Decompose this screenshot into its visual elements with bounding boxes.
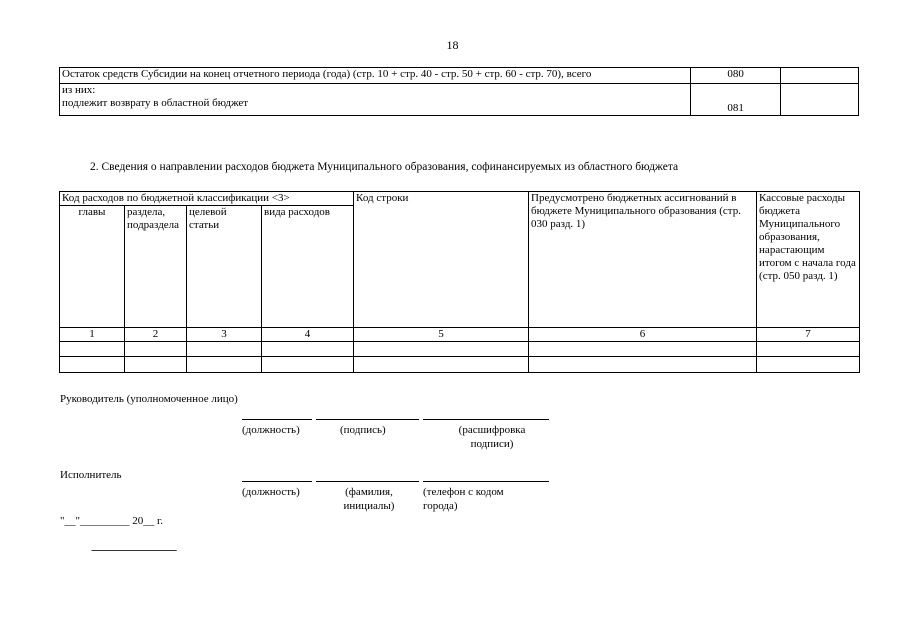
caption-name: (фамилия, инициалы) <box>343 486 395 512</box>
position-line[interactable] <box>242 481 312 482</box>
decoding-line[interactable] <box>423 419 549 420</box>
row-label <box>60 84 691 116</box>
caption-position: (должность) <box>242 424 300 436</box>
caption-position: (должность) <box>242 486 300 498</box>
row-label-main: подлежит возврату в областной бюджет <box>62 97 249 109</box>
table-cell[interactable] <box>60 342 125 357</box>
table-cell[interactable] <box>354 357 529 373</box>
caption-signature: (подпись) <box>340 424 386 436</box>
date-line: "__"_________ 20__ г. <box>60 515 164 527</box>
table-cell[interactable] <box>757 342 860 357</box>
table-cell[interactable] <box>262 342 354 357</box>
header-cash: Кассовые расходы бюджета Муниципального образования, нарастающим итогом с начала года (стр. 050 разд. 1) <box>757 192 860 328</box>
expenses-table <box>59 191 860 373</box>
column-number: 2 <box>125 328 187 342</box>
table-cell[interactable] <box>529 357 757 373</box>
table-cell[interactable] <box>125 342 187 357</box>
header-planned: Предусмотрено бюджетных ассигнований в бюджете Муниципального образования (стр. 030 разд. 1) <box>529 192 757 328</box>
table-cell[interactable] <box>529 342 757 357</box>
subheader-chapter: главы <box>60 206 125 328</box>
table-cell[interactable] <box>187 357 262 373</box>
table-row <box>60 357 860 373</box>
table-cell[interactable] <box>187 342 262 357</box>
column-number: 6 <box>529 328 757 342</box>
row-code: 080 <box>691 68 781 84</box>
position-line[interactable] <box>242 419 312 420</box>
balance-table <box>59 67 859 116</box>
subheader-section: раздела, подраздела <box>125 206 187 328</box>
column-number: 4 <box>262 328 354 342</box>
row-label: Остаток средств Субсидии на конец отчетного периода (года) (стр. 10 + стр. 40 - стр. 50 + стр. 60 - стр. 70), всего <box>60 68 691 84</box>
row-value <box>781 68 859 84</box>
table-number-row <box>60 328 860 342</box>
subheader-target: целевой статьи <box>187 206 262 328</box>
signature-line[interactable] <box>316 419 419 420</box>
row-code: 081 <box>691 84 781 116</box>
row-value <box>781 84 859 116</box>
table-row <box>60 84 859 116</box>
table-row <box>60 342 860 357</box>
header-row-code: Код строки <box>354 192 529 328</box>
subheader-type: вида расходов <box>262 206 354 328</box>
caption-phone: (телефон с кодом города) <box>423 486 504 512</box>
column-number: 7 <box>757 328 860 342</box>
phone-line[interactable] <box>423 481 549 482</box>
table-cell[interactable] <box>60 357 125 373</box>
table-header-row <box>60 192 860 206</box>
group-header: Код расходов по бюджетной классификации <3> <box>60 192 354 206</box>
caption-decoding: (расшифровка подписи) <box>458 424 526 450</box>
column-number: 5 <box>354 328 529 342</box>
footnote-separator: -------------------------------- <box>91 544 177 556</box>
section-title: 2. Сведения о направлении расходов бюджета Муниципального образования, софинансируемых из областного бюджета <box>90 161 679 173</box>
table-cell[interactable] <box>354 342 529 357</box>
row-label-top: из них: <box>62 84 96 96</box>
table-cell[interactable] <box>125 357 187 373</box>
column-number: 3 <box>187 328 262 342</box>
table-cell[interactable] <box>262 357 354 373</box>
name-line[interactable] <box>316 481 419 482</box>
page-number: 18 <box>446 38 459 52</box>
head-label: Руководитель (уполномоченное лицо) <box>60 393 238 405</box>
column-number: 1 <box>60 328 125 342</box>
table-cell[interactable] <box>757 357 860 373</box>
table-row <box>60 68 859 84</box>
executor-label: Исполнитель <box>60 469 122 481</box>
